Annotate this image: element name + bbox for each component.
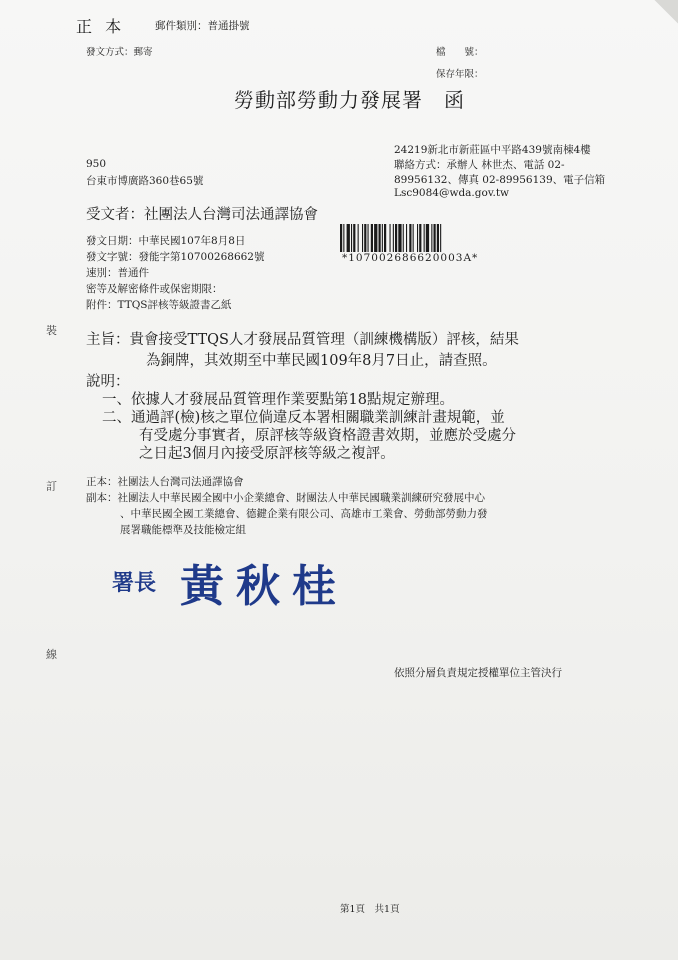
- barcode-bar: [368, 224, 369, 252]
- file-number: 檔 號：: [436, 47, 484, 58]
- barcode-bar: [419, 224, 421, 252]
- barcode-bar: [351, 224, 352, 252]
- barcode-bar: [403, 224, 404, 252]
- distribution-copy-line2: 、中華民國全國工業總會、德鍵企業有限公司、高雄市工業會、勞動部勞動力發: [120, 508, 488, 520]
- document-title: 勞動部勞動力發展署 函: [234, 88, 465, 112]
- barcode-bar: [431, 224, 432, 252]
- barcode-bar: [440, 224, 441, 252]
- barcode-bar: [384, 224, 386, 252]
- barcode-bar: [371, 224, 373, 252]
- issue-date: 發文日期：中華民國107年8月8日: [86, 235, 246, 247]
- barcode-bar: [398, 224, 401, 252]
- binding-mark-bind: 裝: [46, 324, 57, 337]
- explanation-item2-line3: 之日起3個月內接受原評核等級之複評。: [139, 446, 395, 462]
- barcode-bar: [358, 224, 359, 252]
- subject-line1: 主旨：貴會接受TTQS人才發展品質管理（訓練機構版）評核，結果: [86, 332, 519, 348]
- explanation-item1: 一、依據人才發展品質管理作業要點第18點規定辦理。: [102, 392, 454, 408]
- sender-email: Lsc9084@wda.gov.tw: [394, 187, 510, 199]
- barcode-bar: [353, 224, 355, 252]
- barcode-bar: [417, 224, 418, 252]
- barcode-bar: [390, 224, 391, 252]
- subject-line2: 為銅牌，其效期至中華民國109年8月7日止，請查照。: [146, 353, 497, 369]
- barcode-text: *107002686620003A*: [342, 252, 479, 264]
- barcode-bar: [364, 224, 366, 252]
- document-barcode: [340, 224, 532, 252]
- attachment: 附件：TTQS評核等級證書乙紙: [86, 299, 232, 311]
- signature-title: 署長: [112, 571, 157, 596]
- signature-name: 黃秋桂: [180, 561, 348, 612]
- barcode-bar: [437, 224, 439, 252]
- barcode-bar: [374, 224, 377, 252]
- original-copy-label: 正 本: [76, 17, 126, 36]
- barcode-bar: [426, 224, 429, 252]
- addressee: 受文者：社團法人台灣司法通譯協會: [86, 207, 318, 223]
- binding-mark-line: 線: [46, 648, 57, 661]
- retention-period: 保存年限：: [436, 69, 484, 80]
- barcode-bar: [379, 224, 381, 252]
- explanation-item2-line1: 二、通過評(檢)核之單位倘違反本署相關職業訓練計畫規範，並: [102, 410, 505, 426]
- barcode-bar: [395, 224, 397, 252]
- explanation-item2-line2: 有受處分事實者，原評核等級資格證書效期，並應於受處分: [139, 428, 516, 444]
- page-corner-fold: [654, 0, 678, 24]
- barcode-bar: [413, 224, 414, 252]
- recipient-street: 台東市博廣路360巷65號: [86, 175, 204, 187]
- barcode-bar: [409, 224, 411, 252]
- distribution-main: 正本：社團法人台灣司法通譯協會: [86, 476, 244, 488]
- delivery-speed: 速別：普通件: [86, 267, 149, 279]
- mail-type: 郵件類別：普通掛號: [155, 20, 250, 32]
- explanation-heading: 說明：: [86, 374, 130, 390]
- barcode-bar: [347, 224, 350, 252]
- barcode-bar: [343, 224, 344, 252]
- recipient-postal-code: 950: [86, 158, 107, 170]
- barcode-bar: [340, 224, 342, 252]
- distribution-copy-line1: 副本：社團法人中華民國全國中小企業總會、財團法人中華民國職業訓練研究發展中心: [86, 492, 485, 504]
- barcode-bar: [393, 224, 394, 252]
- barcode-bar: [434, 224, 436, 252]
- barcode-bar: [424, 224, 425, 252]
- barcode-bar: [406, 224, 407, 252]
- distribution-copy-line3: 展署職能標準及技能檢定組: [120, 524, 246, 536]
- barcode-bar: [362, 224, 363, 252]
- sender-contact-line2: 89956132、傳真 02-89956139、電子信箱: [394, 174, 606, 186]
- security-level: 密等及解密條件或保密期限：: [86, 283, 223, 295]
- binding-mark-staple: 訂: [46, 480, 57, 493]
- sender-contact-line1: 聯絡方式：承辦人 林世杰、電話 02-: [394, 159, 565, 171]
- barcode-bar: [382, 224, 383, 252]
- sender-address: 24219新北市新莊區中平路439號南棟4樓: [394, 144, 591, 156]
- delegation-note: 依照分層負責規定授權單位主管決行: [394, 667, 562, 679]
- document-number: 發文字號：發能字第10700268662號: [86, 251, 265, 263]
- page-number: 第1頁 共1頁: [340, 904, 400, 915]
- send-method: 發文方式：郵寄: [86, 47, 153, 58]
